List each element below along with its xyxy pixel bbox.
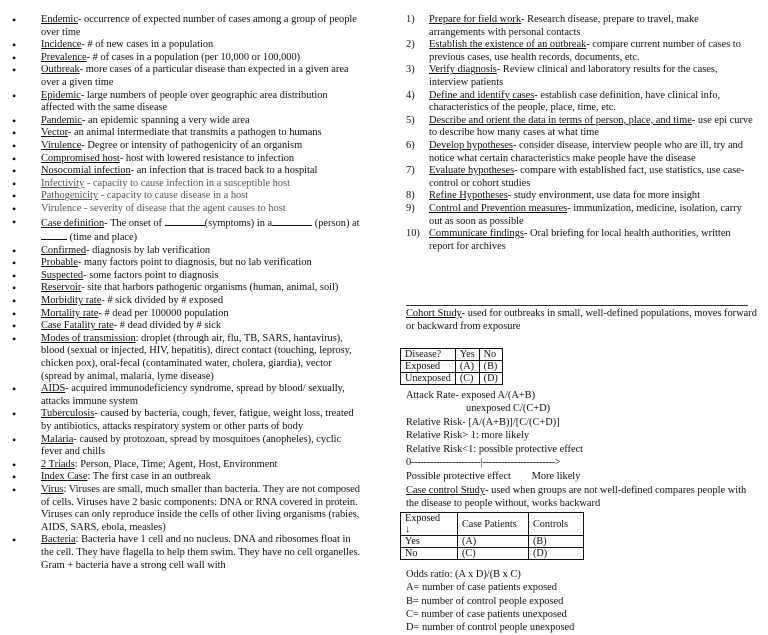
case-control-description: [406, 485, 756, 510]
list-item: [0, 484, 384, 534]
table-cell: Exposed: [401, 361, 456, 373]
definition: - many factors point to diagnosis, but no lab verification: [77, 257, 312, 269]
list-item: [0, 245, 384, 258]
step-number: 8): [406, 190, 415, 202]
table-row: [401, 361, 503, 373]
step-number: 9): [406, 202, 415, 214]
table-row: [401, 373, 503, 385]
definition: - site that harbors pathogenic organisms (human, animal, soil): [81, 282, 339, 294]
definition: (symptoms) in a: [204, 217, 273, 229]
formula-line: C= number of case patients unexposed: [406, 609, 567, 620]
term: Malaria: [41, 433, 74, 445]
list-item: [0, 295, 384, 308]
step-number: 2): [406, 39, 415, 51]
list-item: [0, 39, 384, 52]
list-item: [400, 190, 768, 203]
list-item: [0, 115, 384, 128]
term: Modes of transmission: [41, 332, 136, 344]
formula-line: Relative Risk> 1: more likely: [406, 430, 530, 441]
risk-scale-labels: Possible protective effect More likely: [406, 471, 581, 482]
definition: - capacity to cause infection in a susceptible host: [84, 177, 291, 189]
table-header-cell: Disease?: [401, 349, 456, 361]
formula-line: A= number of case patients exposed: [406, 582, 557, 593]
list-item: [0, 127, 384, 140]
definition: : Person, Place, Time; Agent, Host, Environment: [74, 458, 278, 470]
header-label: Exposed: [405, 513, 441, 524]
table-header-cell: Case Patients: [458, 513, 529, 536]
definition: : droplet (through air, flu, TB, SARS, hantavirus), blood (sexual or injected, HIV, hepatitis), direct contact (touching, leprosy, chicken pox), oral-fecal (contaminated water, cholera, giardia), vector (spread by animal, malaria, lyme disease): [41, 332, 352, 382]
list-item: [0, 165, 384, 178]
list-item: [0, 190, 384, 203]
formula-line: Odds ratio: (A x D)/(B x C): [406, 569, 521, 580]
section-text: - used for outbreaks in small, well-defined populations, moves forward or backward from exposure: [406, 308, 757, 332]
table-header-cell: [401, 513, 458, 536]
term: Virulence: [41, 202, 82, 214]
list-item: [400, 228, 768, 253]
step-text: - Oral briefing for local health authorities, written report for archives: [429, 228, 731, 252]
definition: - Degree or intensity of pathogenicity of an organism: [81, 139, 303, 151]
formula-line: Relative Risk- [A/(A+B)]/[C/(C+D)]: [406, 417, 560, 428]
list-item: [0, 282, 384, 295]
table-cell: (D): [529, 548, 584, 560]
term: Bacteria: [41, 534, 76, 546]
definitions-list: [0, 14, 384, 572]
table-cell: (A): [458, 536, 529, 548]
definition: - # of new cases in a population: [81, 39, 214, 51]
list-item: [0, 64, 384, 89]
cohort-study-section: [406, 308, 758, 333]
term: Outbreak: [41, 64, 80, 76]
table-cell: (B): [479, 361, 502, 373]
list-item: [0, 153, 384, 166]
list-item: [0, 333, 384, 383]
definition: - severity of disease that the agent causes to host: [81, 202, 286, 214]
list-item: [0, 257, 384, 270]
definition: : Viruses are small, much smaller than bacteria. They are not composed of cells. Viruses have 2 basic components: DNA or RNA covered in protein. Viruses can only reproduce inside the cells of other living organisms (rabies, AIDS, SARS, ebola, measles): [41, 483, 360, 533]
list-item: [0, 471, 384, 484]
step-number: 6): [406, 139, 415, 151]
definition: - # of cases in a population (per 10,000 or 100,000): [86, 51, 301, 63]
definition: - an animal intermediate that transmits a pathogen to humans: [67, 127, 322, 139]
table-header-cell: No: [479, 349, 502, 361]
list-item: [400, 90, 768, 115]
table-cell: No: [401, 548, 458, 560]
list-item: [0, 459, 384, 472]
term: 2 Triads: [41, 458, 75, 470]
step-title: Refine Hypotheses: [429, 190, 508, 202]
definition: - caused by bacteria, cough, fever, fatigue, weight loss, treated by antibiotics, attacks respiratory system or other parts of body: [41, 408, 354, 432]
formula-line: unexposed C/(C+D): [466, 403, 551, 414]
step-text: - immunization, medicine, isolation, carry out as soon as possible: [429, 202, 742, 227]
definition: - capacity to cause disease in a host: [98, 190, 249, 202]
definition: - an infection that is traced back to a hospital: [130, 165, 318, 177]
step-number: 1): [406, 14, 415, 25]
formula-line: B= number of control people exposed: [406, 596, 564, 607]
list-item: [0, 408, 384, 433]
term: Suspected: [41, 269, 84, 281]
list-item: [0, 178, 384, 191]
definition: (person) at: [314, 217, 360, 229]
table-row: [401, 548, 584, 560]
term: Reservoir: [41, 282, 82, 294]
term: Pathogenicity: [41, 190, 99, 202]
term: Compromised host: [41, 152, 120, 164]
definition: - diagnosis by lab verification: [86, 244, 211, 256]
term: Nosocomial infection: [41, 165, 131, 177]
definition: - an epidemic spanning a very wide area: [81, 114, 250, 126]
definition: - caused by protozoan, spread by mosquitoes (anopheles), cyclic fever and chills: [41, 433, 342, 458]
table-row: [401, 349, 503, 361]
cohort-description: [406, 308, 758, 333]
list-item-case-definition: [0, 216, 384, 245]
list-item: [0, 270, 384, 283]
table-header-cell: Yes: [455, 349, 479, 361]
definition: (time and place): [69, 232, 138, 244]
table-cell: Yes: [401, 536, 458, 548]
list-item: [400, 140, 768, 165]
list-item: [0, 320, 384, 333]
table-cell: (C): [458, 548, 529, 560]
step-title: Define and identify cases: [429, 89, 535, 101]
step-text: - compare current number of cases to previous cases, use health records, documents, etc.: [429, 39, 741, 63]
fill-in-blank: [41, 230, 67, 240]
term: Case Fatality rate: [41, 320, 114, 332]
definition: - # sick divided by # exposed: [101, 295, 224, 307]
step-text: - use epi curve to describe how many cases at what time: [429, 114, 753, 139]
term: Incidence: [41, 39, 82, 51]
list-item: [0, 52, 384, 65]
step-title: Communicate findings: [429, 228, 524, 240]
step-text: - study environment, use data for more insight: [507, 190, 700, 202]
step-text: - establish case definition, have clinical info, characteristics of the people, place, time, etc.: [429, 89, 721, 114]
list-item: [400, 39, 768, 64]
term: Morbidity rate: [41, 295, 102, 307]
list-item: [400, 165, 768, 190]
step-number: 10): [406, 228, 420, 240]
formula-line: Relative Risk<1: possible protective effect: [406, 444, 584, 455]
down-arrow-icon: ↓: [405, 524, 411, 535]
left-column: [0, 14, 384, 572]
table-row: [401, 536, 584, 548]
cohort-table: [400, 348, 503, 385]
step-number: 4): [406, 89, 415, 101]
section-title: Cohort Study: [406, 308, 462, 319]
formula-line: D= number of control people unexposed: [406, 622, 575, 633]
table-cell: (B): [529, 536, 584, 548]
definition: - # dead divided by # sick: [113, 320, 222, 332]
term: Index Case: [41, 471, 88, 483]
step-title: Describe and orient the data in terms of person, place, and time: [429, 114, 692, 126]
term: Endemic: [41, 14, 78, 25]
table-cell: (A): [455, 361, 479, 373]
list-item: [0, 383, 384, 408]
definition: - large numbers of people over geographic area distribution affected with the same disease: [41, 89, 328, 114]
step-title: Evaluate hypotheses: [429, 165, 515, 177]
table-cell: (C): [455, 373, 479, 385]
definition: - acquired immunodeficiency syndrome, spread by blood/ sexually, attacks immune system: [41, 383, 345, 407]
term: Pandemic: [41, 114, 82, 126]
case-control-table: [400, 512, 584, 560]
fill-in-blank: [272, 216, 312, 226]
list-item: [0, 434, 384, 459]
step-text: - Review clinical and laboratory results for the cases, interview patients: [429, 64, 718, 88]
definition: - The onset of: [104, 217, 163, 229]
list-item: [400, 64, 768, 89]
list-item: [400, 203, 768, 228]
term: Mortality rate: [41, 307, 99, 319]
step-title: Develop hypotheses: [429, 139, 513, 151]
section-text: - used when groups are not well-defined compares people with the disease to people without, works backward: [406, 485, 747, 509]
right-column: [400, 14, 768, 633]
list-item: [0, 90, 384, 115]
section-title: Case control Study: [406, 485, 486, 496]
step-text: - Research disease, prepare to travel, make arrangements with personal contacts: [429, 14, 699, 38]
table-cell: Unexposed: [401, 373, 456, 385]
list-item: [0, 534, 384, 572]
table-header-cell: Controls: [529, 513, 584, 536]
term: Virulence: [41, 139, 82, 151]
term: Probable: [41, 257, 78, 269]
definition: - # dead per 100000 population: [98, 307, 229, 319]
term: Tuberculosis: [41, 408, 95, 420]
definition: - host with lowered resistance to infection: [119, 152, 295, 164]
step-number: 7): [406, 165, 415, 177]
divider: [406, 305, 748, 306]
definition: - some factors point to diagnosis: [83, 269, 219, 281]
definition: : Bacteria have 1 cell and no nucleus. DNA and ribosomes float in the cell. They have flagella to help them swim. They have no cell organelles. Gram + bacteria have a strong cell wall with: [41, 534, 361, 571]
list-item: [0, 14, 384, 39]
term: Confirmed: [41, 244, 87, 256]
step-title: Prepare for field work: [429, 14, 522, 25]
formula-line: Attack Rate- exposed A/(A+B): [406, 390, 536, 401]
term: Prevalence: [41, 51, 87, 63]
step-title: Establish the existence of an outbreak: [429, 39, 587, 51]
term: Virus: [41, 483, 64, 495]
step-title: Verify diagnosis: [429, 64, 497, 76]
step-title: Control and Prevention measures: [429, 202, 568, 214]
term: Infectivity: [41, 177, 85, 189]
term: Case definition: [41, 217, 105, 229]
investigation-steps-list: [400, 14, 768, 253]
table-cell: (D): [479, 373, 502, 385]
definition: - occurrence of expected number of cases among a group of people over time: [41, 14, 357, 38]
step-text: - consider disease, interview people who are ill, try and notice what certain characteristics make people have the disease: [429, 139, 743, 164]
term: Epidemic: [41, 89, 81, 101]
fill-in-blank: [165, 216, 205, 226]
risk-scale-line: 0----------------------|----------------------->: [406, 457, 561, 468]
list-item: [400, 115, 768, 140]
step-number: 3): [406, 64, 415, 76]
list-item: [0, 140, 384, 153]
definition: : The first case in an outbreak: [87, 471, 211, 483]
list-item: [0, 203, 384, 216]
table-row: [401, 513, 584, 536]
definition: - more cases of a particular disease than expected in a given area over a given time: [41, 64, 349, 88]
step-text: - compare with established fact, use statistics, use case-control or cohort studies: [429, 165, 745, 189]
step-number: 5): [406, 114, 415, 126]
term: Vector: [41, 127, 68, 139]
list-item: [0, 308, 384, 321]
list-item: [400, 14, 768, 39]
term: AIDS: [41, 383, 66, 395]
